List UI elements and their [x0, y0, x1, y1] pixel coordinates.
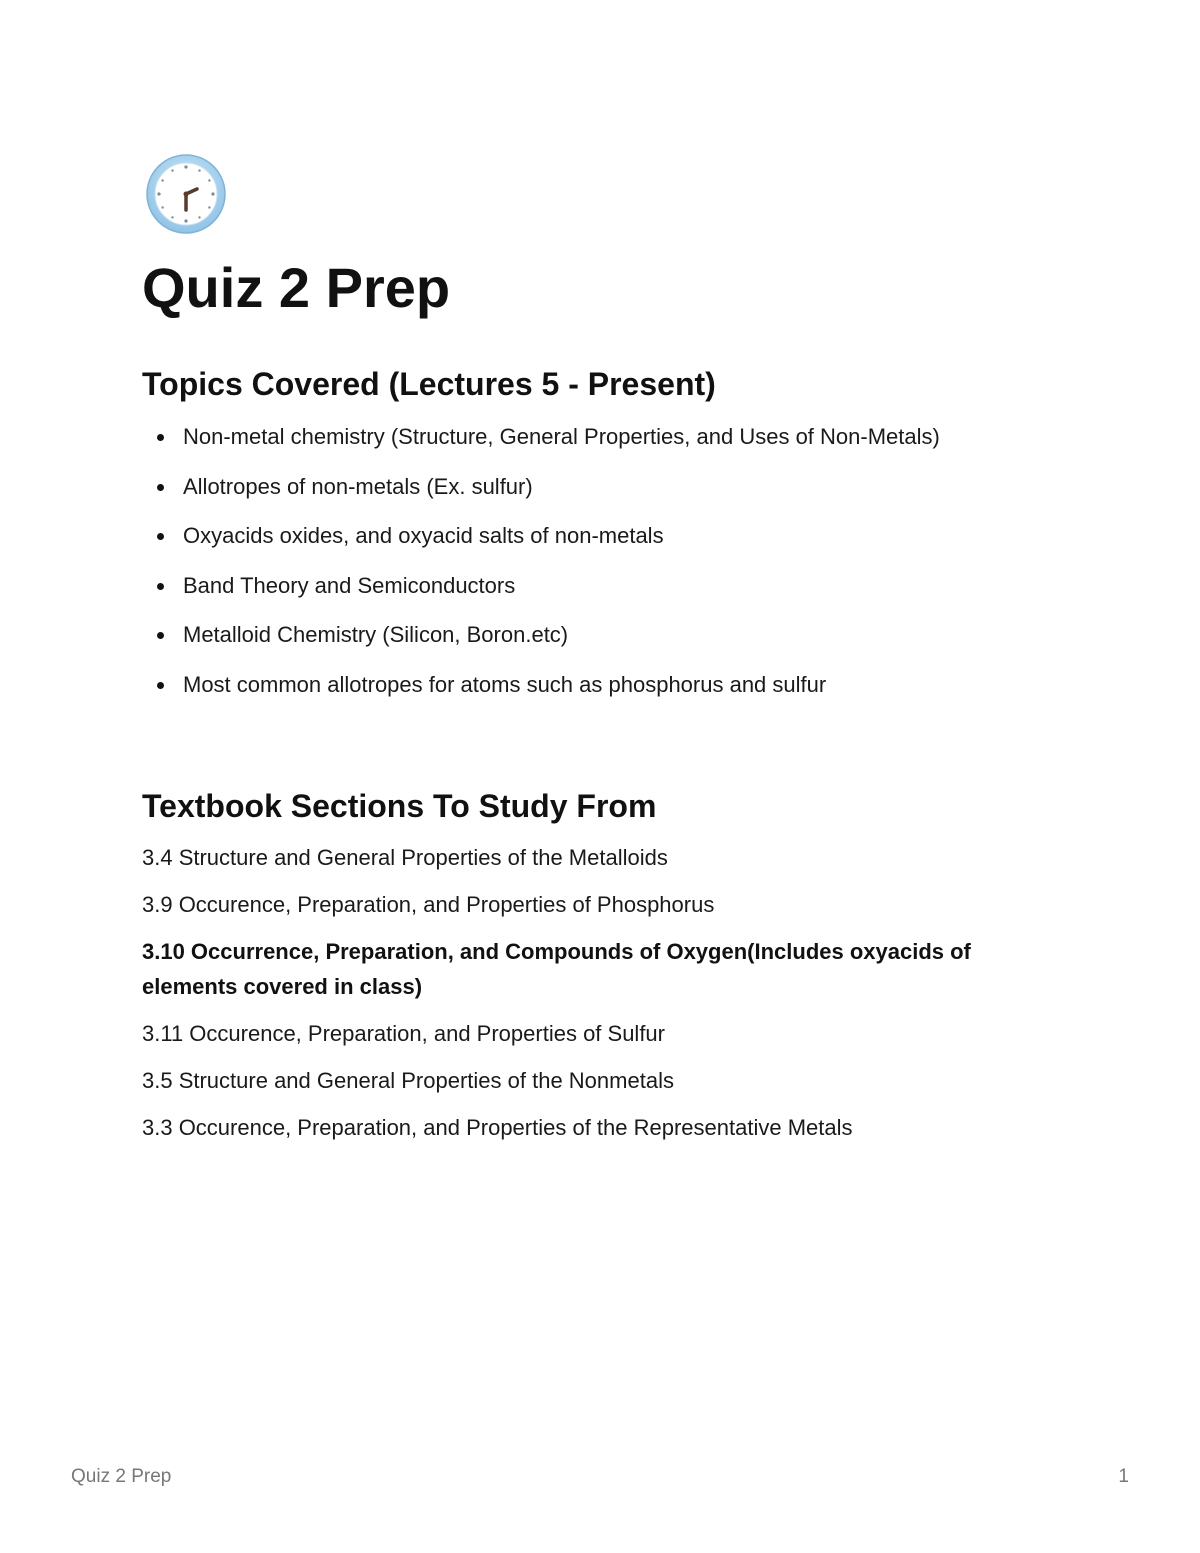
list-item-text: Metalloid Chemistry (Silicon, Boron.etc): [183, 622, 569, 648]
bullet-icon: [157, 632, 164, 639]
bullet-icon: [157, 434, 164, 441]
textbook-section: 3.9 Occurence, Preparation, and Properties of Phosphorus: [142, 892, 715, 917]
list-item-text: Most common allotropes for atoms such as phosphorus and sulfur: [183, 671, 827, 697]
textbook-section: 3.5 Structure and General Properties of the Nonmetals: [142, 1068, 674, 1093]
clock-emoji-icon: [145, 153, 227, 235]
list-item: [142, 470, 940, 520]
list-item: [142, 569, 940, 619]
bullet-icon: [157, 682, 164, 689]
footer-page-number: 1: [1118, 1466, 1129, 1487]
textbook-section: 3.11 Occurence, Preparation, and Properties of Sulfur: [142, 1021, 665, 1046]
bullet-icon: [157, 484, 164, 491]
textbook-section: 3.3 Occurence, Preparation, and Properties of the Representative Metals: [142, 1115, 853, 1140]
list-item-text: Band Theory and Semiconductors: [183, 572, 516, 598]
list-item: [142, 668, 940, 718]
list-item: [142, 618, 940, 668]
bullet-icon: [157, 583, 164, 590]
textbook-sections: [142, 840, 1062, 1157]
topics-list: [142, 420, 940, 718]
page-title: Quiz 2 Prep: [142, 256, 451, 319]
textbook-section: 3.4 Structure and General Properties of the Metalloids: [142, 845, 668, 870]
topics-heading: Topics Covered (Lectures 5 - Present): [142, 366, 716, 402]
list-item-text: Allotropes of non-metals (Ex. sulfur): [183, 473, 533, 499]
list-item: [142, 519, 940, 569]
footer-title: Quiz 2 Prep: [71, 1466, 172, 1487]
list-item: [142, 420, 940, 470]
textbook-heading: Textbook Sections To Study From: [142, 788, 657, 824]
list-item-text: Oxyacids oxides, and oxyacid salts of non-metals: [183, 523, 664, 549]
textbook-section-highlighted: 3.10 Occurrence, Preparation, and Compounds of Oxygen(Includes oxyacids of elements covered in class): [142, 939, 971, 999]
list-item-text: Non-metal chemistry (Structure, General Properties, and Uses of Non-Metals): [183, 424, 940, 449]
bullet-icon: [157, 533, 164, 540]
